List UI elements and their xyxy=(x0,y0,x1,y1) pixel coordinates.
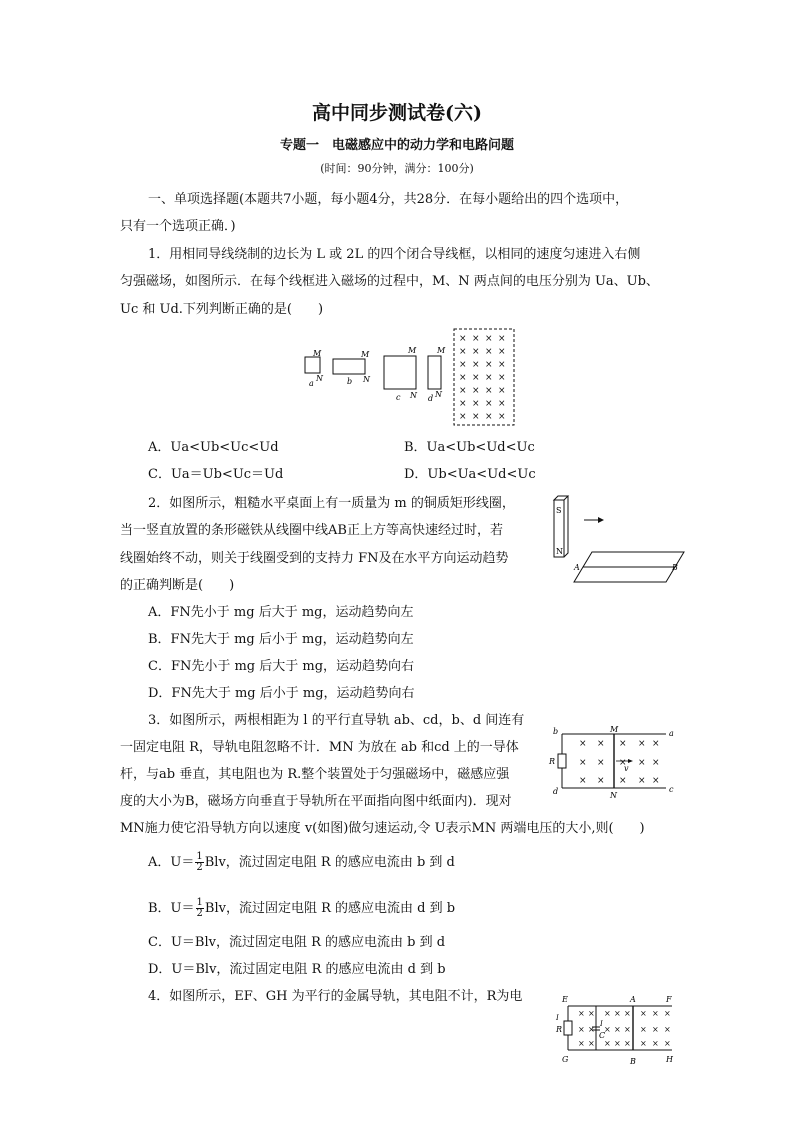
q3-label-c: c xyxy=(669,785,674,794)
q1-label-N: N xyxy=(363,375,370,384)
field-cross: × xyxy=(459,334,467,344)
field-cross: × xyxy=(459,386,467,396)
field-cross: × xyxy=(640,1039,647,1048)
q4-label-a: A xyxy=(630,995,636,1004)
field-cross: × xyxy=(640,1025,647,1034)
q3-figure xyxy=(546,724,678,804)
q3-stem-4: 度的大小为B，磁场方向垂直于导轨所在平面指向图中纸面内)．现对 xyxy=(120,794,512,809)
field-cross: × xyxy=(472,399,480,409)
field-cross: × xyxy=(485,334,493,344)
field-cross: × xyxy=(624,1039,631,1048)
field-cross: × xyxy=(472,373,480,383)
q1-label-N: N xyxy=(316,374,323,383)
q2-stem-3: 线圈始终不动，则关于线圈受到的支持力 FN及在水平方向运动趋势 xyxy=(120,551,509,566)
q3-label-b: b xyxy=(553,727,559,736)
q2-option-b[interactable]: B．FN先大于 mg 后小于 mg，运动趋势向左 xyxy=(148,632,414,647)
q1-option-c[interactable]: C．Ua＝Ub<Uc＝Ud xyxy=(148,467,284,482)
q4-label-h: H xyxy=(666,1055,673,1064)
q4-label-c: C xyxy=(599,1031,606,1040)
q3-label-v: v xyxy=(624,764,629,773)
field-cross: × xyxy=(652,1039,659,1048)
field-cross: × xyxy=(498,386,506,396)
field-cross: × xyxy=(619,776,627,786)
q3-stem-5: MN施力使它沿导轨方向以速度 v(如图)做匀速运动,令 U表示MN 两端电压的大小,则( ) xyxy=(120,821,645,836)
field-cross: × xyxy=(597,776,605,786)
field-cross: × xyxy=(459,412,467,422)
field-cross: × xyxy=(578,1009,585,1018)
q1-option-b[interactable]: B．Ua<Ub<Ud<Uc xyxy=(404,440,535,455)
q3-stem: 3．如图所示，两根相距为 l 的平行直导轨 ab、cd，b、d 间连有 xyxy=(148,713,525,728)
field-cross: × xyxy=(459,360,467,370)
field-cross: × xyxy=(652,1009,659,1018)
section-heading: 一、单项选择题(本题共7小题，每小题4分，共28分．在每小题给出的四个选项中， xyxy=(148,192,629,207)
q1-label-b: b xyxy=(347,377,353,386)
q4-label-i1: I xyxy=(556,1014,559,1022)
q4-label-r: R xyxy=(556,1025,563,1034)
field-cross: × xyxy=(578,1039,585,1048)
q1-label-N: N xyxy=(435,390,442,399)
field-cross: × xyxy=(604,1009,611,1018)
page-title: 高中同步测试卷(六) xyxy=(312,102,482,124)
q1-label-M: M xyxy=(313,349,322,358)
q1-label-M: M xyxy=(437,346,446,355)
q1-stem: 1．用相同导线绕制的边长为 L 或 2L 的四个闭合导线框，以相同的速度匀速进入右侧 xyxy=(148,247,641,262)
q4-label-b: B xyxy=(630,1057,636,1066)
field-cross: × xyxy=(485,412,493,422)
field-cross: × xyxy=(485,399,493,409)
field-cross: × xyxy=(472,334,480,344)
q1-label-d: d xyxy=(428,394,434,403)
q4-label-g: G xyxy=(562,1055,569,1064)
field-cross: × xyxy=(579,739,587,749)
field-cross: × xyxy=(614,1039,621,1048)
field-cross: × xyxy=(578,1025,585,1034)
field-cross: × xyxy=(485,386,493,396)
q3-stem-2: 一固定电阻 R，导轨电阻忽略不计．MN 为放在 ab 和cd 上的一导体 xyxy=(120,740,519,755)
q4-label-f: F xyxy=(666,995,672,1004)
q4-stem: 4．如图所示，EF、GH 为平行的金属导轨，其电阻不计，R为电 xyxy=(148,989,523,1004)
field-cross: × xyxy=(638,776,646,786)
field-cross: × xyxy=(588,1009,595,1018)
q2-option-d[interactable]: D．FN先大于 mg 后小于 mg，运动趋势向右 xyxy=(148,686,415,701)
magnet-pole-n: N xyxy=(556,547,563,556)
q4-figure xyxy=(554,992,684,1068)
field-cross: × xyxy=(498,399,506,409)
field-cross: × xyxy=(472,386,480,396)
q3-label-m: M xyxy=(610,725,619,734)
q2-stem-2: 当一竖直放置的条形磁铁从线圈中线AB正上方等高快速经过时，若 xyxy=(120,523,503,538)
q3-option-a[interactable] xyxy=(148,852,455,873)
field-cross: × xyxy=(664,1039,671,1048)
q3-label-a: a xyxy=(669,729,674,738)
q2-figure xyxy=(548,492,688,592)
field-cross-marks xyxy=(459,334,506,422)
field-cross: × xyxy=(485,373,493,383)
q1-label-M: M xyxy=(361,350,370,359)
fraction-one-half: $\frac{1}{2}$ xyxy=(196,851,203,873)
fraction-one-half: $\frac{1}{2}$ xyxy=(196,897,203,919)
field-cross: × xyxy=(579,758,587,768)
q3-option-b[interactable] xyxy=(148,898,455,919)
field-cross: × xyxy=(604,1039,611,1048)
field-cross: × xyxy=(614,1009,621,1018)
field-cross: × xyxy=(485,360,493,370)
q3-option-b-text: Blv，流过固定电阻 R 的感应电流由 d 到 b xyxy=(204,901,456,916)
field-cross: × xyxy=(472,347,480,357)
field-cross: × xyxy=(498,412,506,422)
field-cross: × xyxy=(459,399,467,409)
coil-label-a: A xyxy=(574,563,580,572)
q1-label-a: a xyxy=(309,379,314,388)
q2-option-c[interactable]: C．FN先小于 mg 后大于 mg，运动趋势向右 xyxy=(148,659,415,674)
field-cross: × xyxy=(472,360,480,370)
field-cross: × xyxy=(588,1025,595,1034)
field-cross: × xyxy=(652,739,660,749)
field-cross: × xyxy=(614,1025,621,1034)
section-heading-cont: 只有一个选项正确．) xyxy=(120,219,236,234)
resistor-r xyxy=(564,1021,572,1035)
q1-stem-2: 匀强磁场，如图所示．在每个线框进入磁场的过程中，M、N 两点间的电压分别为 Ua、Ub、 xyxy=(120,274,659,289)
field-cross: × xyxy=(652,776,660,786)
field-cross: × xyxy=(624,1025,631,1034)
q2-stem-4: 的正确判断是( ) xyxy=(120,578,235,593)
field-cross: × xyxy=(638,758,646,768)
q3-option-b-prefix: B．U＝ xyxy=(148,901,195,916)
field-cross: × xyxy=(652,1025,659,1034)
q2-stem: 2．如图所示，粗糙水平桌面上有一质量为 m 的铜质矩形线圈， xyxy=(148,496,515,511)
q1-label-M: M xyxy=(408,346,417,355)
q1-option-a[interactable]: A．Ua<Ub<Uc<Ud xyxy=(148,440,279,455)
q1-figure xyxy=(298,326,520,426)
field-cross-marks xyxy=(579,739,660,786)
field-cross: × xyxy=(640,1009,647,1018)
field-cross: × xyxy=(588,1039,595,1048)
field-cross-marks xyxy=(578,1009,671,1048)
q4-label-e: E xyxy=(562,995,568,1004)
field-cross: × xyxy=(579,776,587,786)
field-cross: × xyxy=(638,739,646,749)
q3-stem-3: 杆，与ab 垂直，其电阻也为 R.整个装置处于匀强磁场中，磁感应强 xyxy=(120,767,510,782)
field-cross: × xyxy=(652,758,660,768)
q1-label-N: N xyxy=(410,391,417,400)
field-cross: × xyxy=(498,347,506,357)
field-cross: × xyxy=(664,1009,671,1018)
q3-option-d[interactable]: D．U＝Blv，流过固定电阻 R 的感应电流由 d 到 b xyxy=(148,962,446,977)
field-cross: × xyxy=(624,1009,631,1018)
field-cross: × xyxy=(664,1025,671,1034)
field-cross: × xyxy=(459,347,467,357)
q4-label-i2: I xyxy=(600,1020,603,1028)
q3-option-c[interactable]: C．U＝Blv，流过固定电阻 R 的感应电流由 b 到 d xyxy=(148,935,446,950)
field-cross: × xyxy=(459,373,467,383)
magnet-pole-s: S xyxy=(556,506,562,515)
field-cross: × xyxy=(472,412,480,422)
q3-label-n: N xyxy=(610,791,617,800)
q1-label-c: c xyxy=(396,393,401,402)
field-cross: × xyxy=(485,347,493,357)
field-cross: × xyxy=(597,758,605,768)
coil-label-b: B xyxy=(672,563,678,572)
q3-label-r: R xyxy=(549,757,556,766)
q3-option-a-text: Blv，流过固定电阻 R 的感应电流由 b 到 d xyxy=(204,855,455,870)
field-cross: × xyxy=(498,360,506,370)
q3-label-d: d xyxy=(553,787,559,796)
field-cross: × xyxy=(597,739,605,749)
field-cross: × xyxy=(498,373,506,383)
field-cross: × xyxy=(619,739,627,749)
field-cross: × xyxy=(604,1025,611,1034)
q1-stem-3: Uc 和 Ud.下列判断正确的是( ) xyxy=(120,302,324,317)
q3-option-a-prefix: A．U＝ xyxy=(148,855,195,870)
field-cross: × xyxy=(498,334,506,344)
q1-option-d[interactable]: D．Ub<Ua<Ud<Uc xyxy=(404,467,536,482)
exam-meta: (时间：90分钟，满分：100分) xyxy=(320,162,474,175)
page-subtitle: 专题一 电磁感应中的动力学和电路问题 xyxy=(279,138,514,153)
q2-option-a[interactable]: A．FN先小于 mg 后大于 mg，运动趋势向左 xyxy=(148,605,414,620)
field-cross: × xyxy=(619,758,627,768)
resistor-r xyxy=(558,754,566,768)
